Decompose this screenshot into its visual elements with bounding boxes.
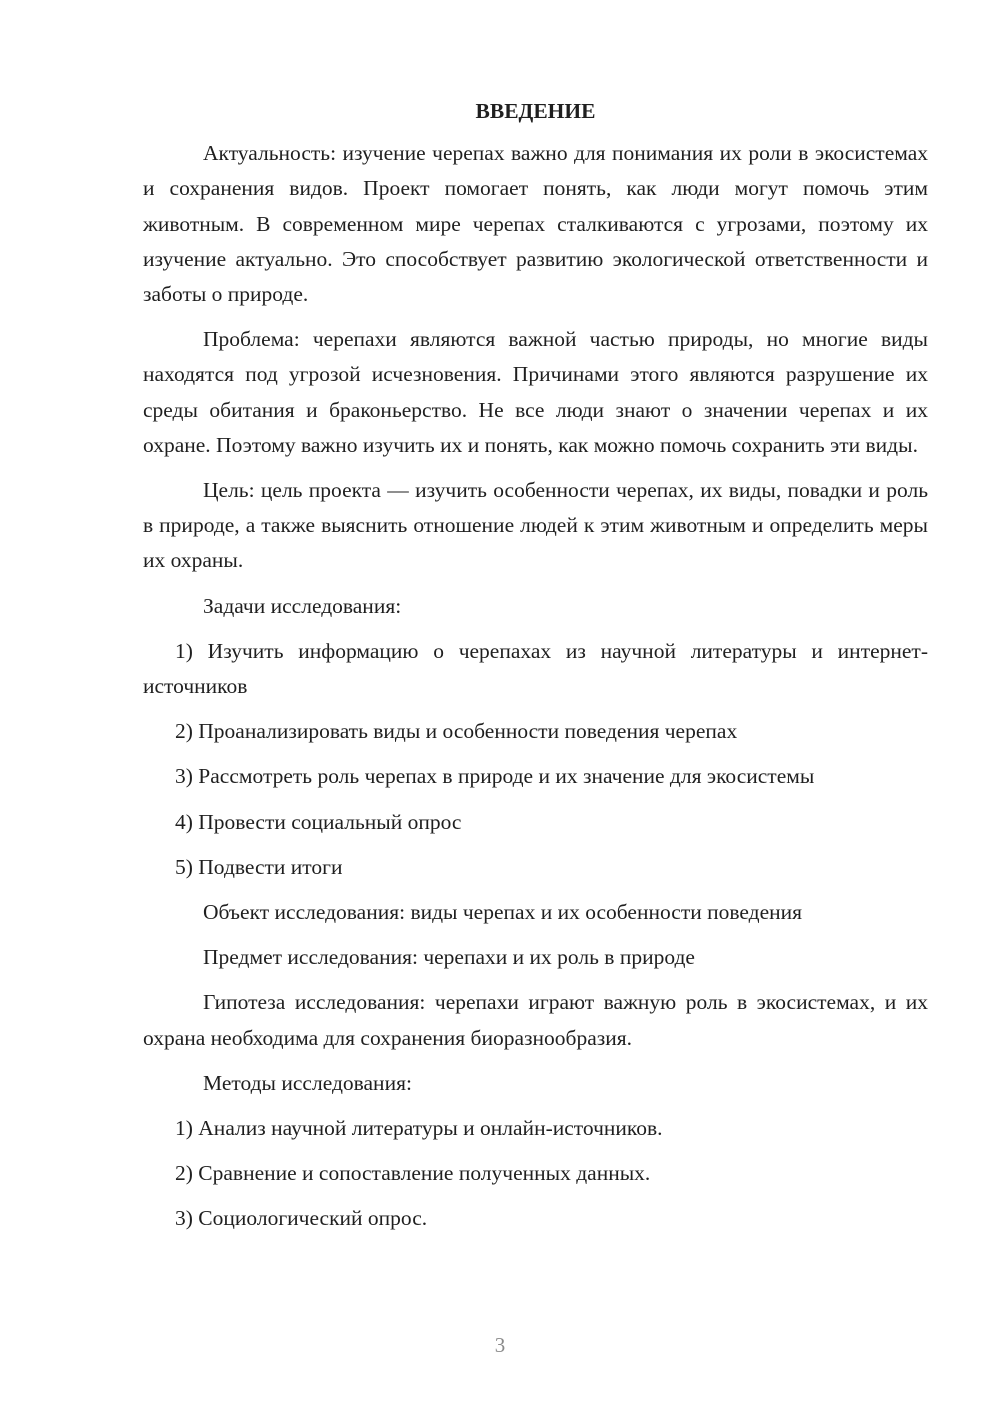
hypothesis-paragraph: Гипотеза исследования: черепахи играют важную роль в экосистемах, и их охрана необходима для сохранения биоразнообразия. xyxy=(143,990,928,1050)
methods-heading: Методы исследования: xyxy=(203,1070,412,1095)
object-line: Объект исследования: виды черепах и их особенности поведения xyxy=(203,900,803,925)
task-item: 5) Подвести итоги xyxy=(175,854,343,879)
task-item: 2) Проанализировать виды и особенности поведения черепах xyxy=(175,719,738,744)
page-title: ВВЕДЕНИЕ xyxy=(475,99,596,123)
subject-line: Предмет исследования: черепахи и их роль в природе xyxy=(203,945,695,970)
task-item: 4) Провести социальный опрос xyxy=(175,809,462,834)
goal-paragraph: Цель: цель проекта — изучить особенности черепах, их виды, повадки и роль в природе, а также выяснить отношение людей к этим животным и определить меры их охраны. xyxy=(143,478,928,573)
page-content xyxy=(143,94,928,1247)
problem-paragraph: Проблема: черепахи являются важной частью природы, но многие виды находятся под угрозой исчезновения. Причинами этого являются разрушение их среды обитания и браконьерство. Не все люди знают о значении черепах и их охране. Поэтому важно изучить их и понять, как можно помочь сохранить эти виды. xyxy=(143,327,928,457)
task-item: 3) Рассмотреть роль черепах в природе и их значение для экосистемы xyxy=(175,764,815,789)
method-item: 2) Сравнение и сопоставление полученных данных. xyxy=(175,1161,651,1186)
page-number: 3 xyxy=(494,1333,506,1357)
task-item: 1) Изучить информацию о черепахах из научной литературы и интернет-источников xyxy=(143,638,928,699)
method-item: 1) Анализ научной литературы и онлайн-источников. xyxy=(175,1116,663,1141)
method-item: 3) Социологический опрос. xyxy=(175,1206,428,1231)
tasks-heading: Задачи исследования: xyxy=(203,593,402,618)
relevance-paragraph: Актуальность: изучение черепах важно для понимания их роли в экосистемах и сохранения видов. Проект помогает понять, как люди могут помочь этим животным. В современном мире черепах сталкиваются с угрозами, поэтому их изучение актуально. Это способствует развитию экологической ответственности и заботы о природе. xyxy=(143,141,928,307)
